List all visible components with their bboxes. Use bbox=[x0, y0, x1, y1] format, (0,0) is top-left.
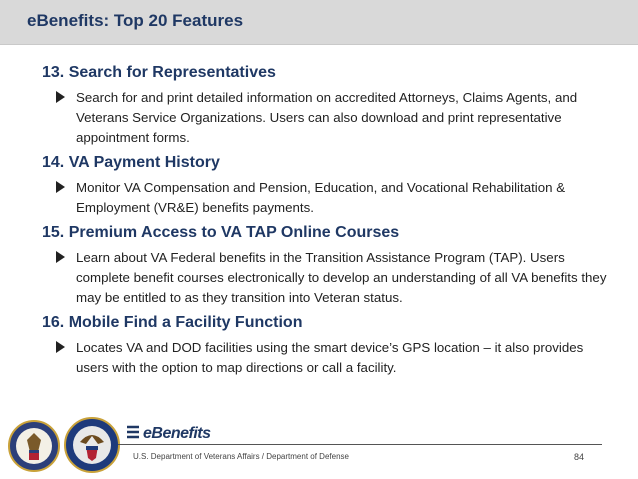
bullet-item bbox=[42, 178, 612, 218]
dod-seal-icon bbox=[64, 414, 120, 476]
bullet-item bbox=[42, 88, 612, 148]
page-number: 84 bbox=[574, 452, 585, 462]
slide-title: eBenefits: Top 20 Features bbox=[27, 11, 244, 30]
section-va-payment-history bbox=[42, 152, 612, 218]
va-seal-icon bbox=[8, 416, 60, 476]
bullet-text: Search for and print detailed information on accredited Attorneys, Claims Agents, and Veterans Service Organizations. Users can also download and print representative appointment forms. bbox=[76, 90, 578, 145]
section-title: 16. Mobile Find a Facility Function bbox=[42, 314, 303, 331]
department-text: U.S. Department of Veterans Affairs / Department of Defense bbox=[133, 452, 349, 461]
section-title: 13. Search for Representatives bbox=[42, 64, 276, 81]
arrow-bullet-icon bbox=[56, 341, 65, 353]
slide-content bbox=[42, 62, 612, 382]
section-mobile-find-facility bbox=[42, 312, 612, 378]
ebenefits-logo-icon bbox=[126, 425, 140, 439]
bullet-item bbox=[42, 248, 612, 308]
slide-header bbox=[0, 0, 638, 45]
ebenefits-logo-text: eBenefits bbox=[143, 425, 211, 442]
bullet-text: Monitor VA Compensation and Pension, Education, and Vocational Rehabilitation & Employment (VR&E) benefits payments. bbox=[76, 180, 566, 215]
section-search-representatives bbox=[42, 62, 612, 148]
arrow-bullet-icon bbox=[56, 91, 65, 103]
arrow-bullet-icon bbox=[56, 251, 65, 263]
footer-divider bbox=[118, 444, 602, 445]
bullet-item bbox=[42, 338, 612, 378]
slide-footer bbox=[0, 412, 638, 479]
section-premium-access-tap bbox=[42, 222, 612, 308]
arrow-bullet-icon bbox=[56, 181, 65, 193]
section-title: 15. Premium Access to VA TAP Online Courses bbox=[42, 224, 400, 241]
bullet-text: Learn about VA Federal benefits in the Transition Assistance Program (TAP). Users complete benefit courses electronically to develop an understanding of all VA benefits they may be entitled to as they transition into Veteran status. bbox=[76, 250, 607, 305]
section-title: 14. VA Payment History bbox=[42, 154, 220, 171]
bullet-text: Locates VA and DOD facilities using the smart device’s GPS location – it also provides users with the option to map directions or call a facility. bbox=[76, 340, 584, 375]
